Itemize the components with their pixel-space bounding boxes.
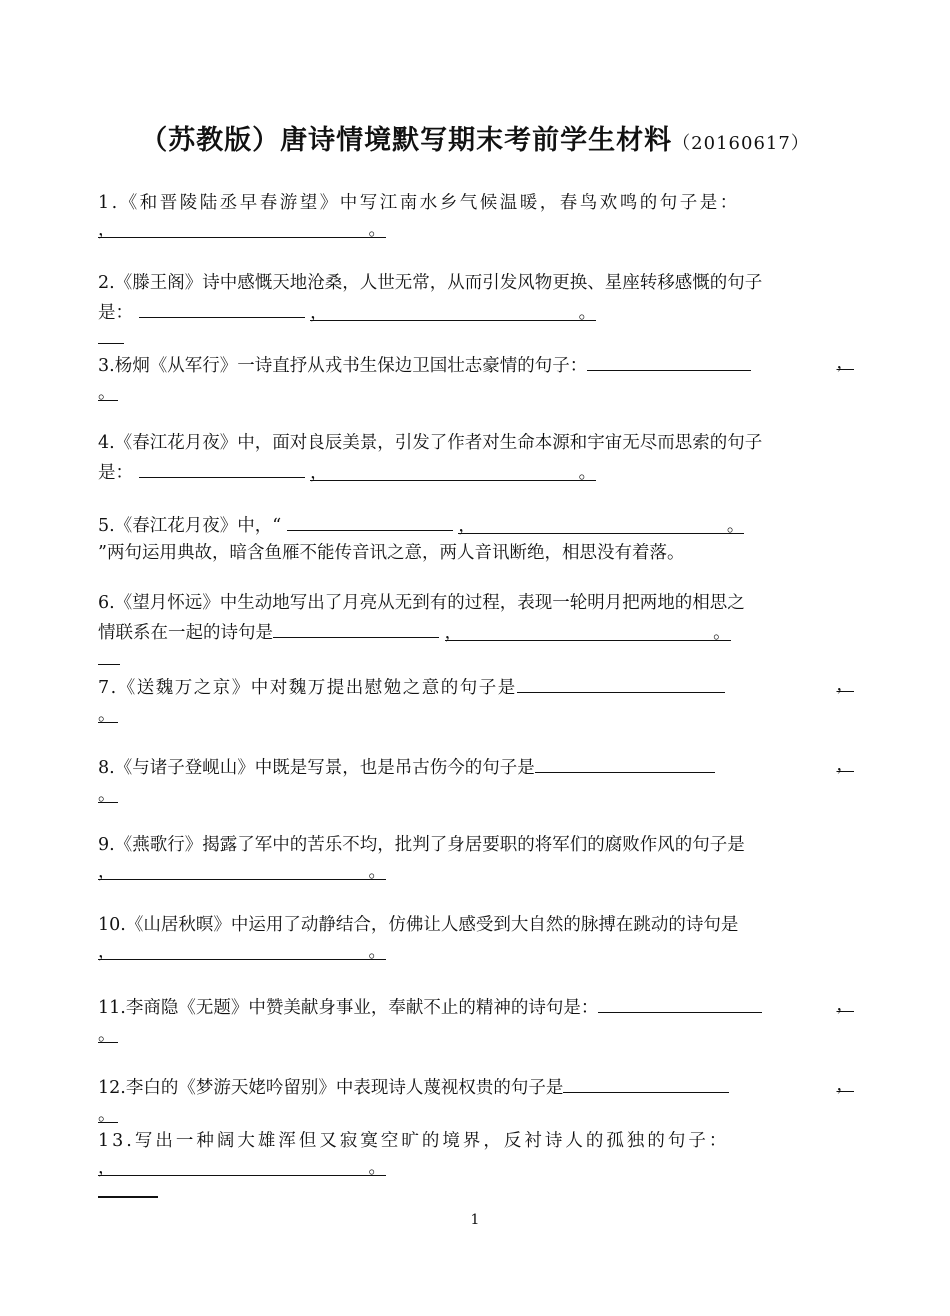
footnote-separator xyxy=(98,1196,158,1198)
question-4 xyxy=(98,430,854,487)
question-text: 8.《与诸子登岘山》中既是写景，也是吊古伤今的句子是 xyxy=(98,758,535,778)
question-12: 12.李白的《梦游天姥吟留别》中表现诗人蔑视权贵的句子是 ， 。 xyxy=(98,1072,854,1129)
answer-blank[interactable] xyxy=(287,510,453,531)
answer-blank[interactable]: 。 xyxy=(98,782,118,803)
question-text: 5.《春江花月夜》中，“ xyxy=(98,516,282,536)
question-10 xyxy=(98,912,854,966)
question-text: 12.李白的《梦游天姥吟留别》中表现诗人蔑视权贵的句子是 xyxy=(98,1078,564,1098)
answer-blank[interactable]: 。 xyxy=(98,380,118,401)
question-9 xyxy=(98,832,854,886)
answer-blank[interactable]: ， 。 xyxy=(445,620,731,641)
answer-blank[interactable] xyxy=(517,672,725,693)
question-text-cont: ”两句运用典故，暗含鱼雁不能传音讯之意，两人音讯断绝，相思没有着落。 xyxy=(98,543,685,563)
question-text: 4.《春江花月夜》中，面对良辰美景，引发了作者对生命本源和宇宙无尽而思索的句子 xyxy=(98,433,763,453)
question-text-cont: 是： xyxy=(98,303,133,323)
question-text: 13.写出一种阔大雄浑但又寂寞空旷的境界，反衬诗人的孤独的句子： xyxy=(98,1131,730,1151)
question-6 xyxy=(98,590,854,647)
answer-blank[interactable] xyxy=(139,297,305,318)
answer-blank[interactable]: ， 。 xyxy=(310,460,596,481)
question-7: 7.《送魏万之京》中对魏万提出慰勉之意的句子是 ， 。 xyxy=(98,672,854,729)
answer-blank[interactable]: 。 xyxy=(98,1102,118,1123)
question-2 xyxy=(98,270,854,327)
question-text: 10.《山居秋暝》中运用了动静结合，仿佛让人感受到大自然的脉搏在跳动的诗句是 xyxy=(98,915,739,935)
answer-blank[interactable] xyxy=(587,350,751,371)
answer-blank[interactable] xyxy=(598,992,762,1013)
question-text-cont: 是： xyxy=(98,463,133,483)
question-3: 3.杨炯《从军行》一诗直抒从戎书生保边卫国壮志豪情的句子： ， 。 xyxy=(98,350,854,407)
title-text: （苏教版）唐诗情境默写期末考前学生材料 xyxy=(140,125,673,156)
answer-blank[interactable] xyxy=(535,752,715,773)
answer-blank[interactable]: 。 xyxy=(98,1022,118,1043)
divider xyxy=(98,343,124,344)
answer-blank[interactable]: ， 。 xyxy=(98,1155,386,1176)
answer-blank[interactable]: ， 。 xyxy=(458,513,744,534)
question-text: 7.《送魏万之京》中对魏万提出慰勉之意的句子是 xyxy=(98,678,517,698)
question-1 xyxy=(98,190,854,244)
answer-blank[interactable] xyxy=(563,1072,729,1093)
answer-blank[interactable] xyxy=(273,617,439,638)
answer-blank[interactable]: ， 。 xyxy=(310,300,596,321)
question-5 xyxy=(98,510,854,567)
answer-blank[interactable]: 。 xyxy=(98,702,118,723)
divider xyxy=(98,664,120,665)
question-text: 1.《和晋陵陆丞早春游望》中写江南水乡气候温暖，春鸟欢鸣的句子是： xyxy=(98,193,740,213)
question-8: 8.《与诸子登岘山》中既是写景，也是吊古伤今的句子是 ， 。 xyxy=(98,752,854,809)
question-text: 11.李商隐《无题》中赞美献身事业，奉献不止的精神的诗句是： xyxy=(98,998,599,1018)
page-title xyxy=(0,118,950,157)
title-date: （20160617） xyxy=(672,133,810,154)
question-text: 9.《燕歌行》揭露了军中的苦乐不均，批判了身居要职的将军们的腐败作风的句子是 xyxy=(98,835,745,855)
answer-blank[interactable]: ， 。 xyxy=(98,217,386,238)
answer-blank[interactable]: ， 。 xyxy=(98,939,386,960)
question-11: 11.李商隐《无题》中赞美献身事业，奉献不止的精神的诗句是： ， 。 xyxy=(98,992,854,1049)
question-text-cont: 情联系在一起的诗句是 xyxy=(98,623,273,643)
question-text: 2.《滕王阁》诗中感慨天地沧桑，人世无常，从而引发风物更换、星座转移感慨的句子 xyxy=(98,273,763,293)
question-text: 6.《望月怀远》中生动地写出了月亮从无到有的过程，表现一轮明月把两地的相思之 xyxy=(98,593,745,613)
question-text: 3.杨炯《从军行》一诗直抒从戎书生保边卫国壮志豪情的句子： xyxy=(98,356,588,376)
page-number: 1 xyxy=(470,1212,480,1228)
answer-blank[interactable] xyxy=(139,457,305,478)
question-13 xyxy=(98,1128,854,1182)
answer-blank[interactable]: ， 。 xyxy=(98,859,386,880)
